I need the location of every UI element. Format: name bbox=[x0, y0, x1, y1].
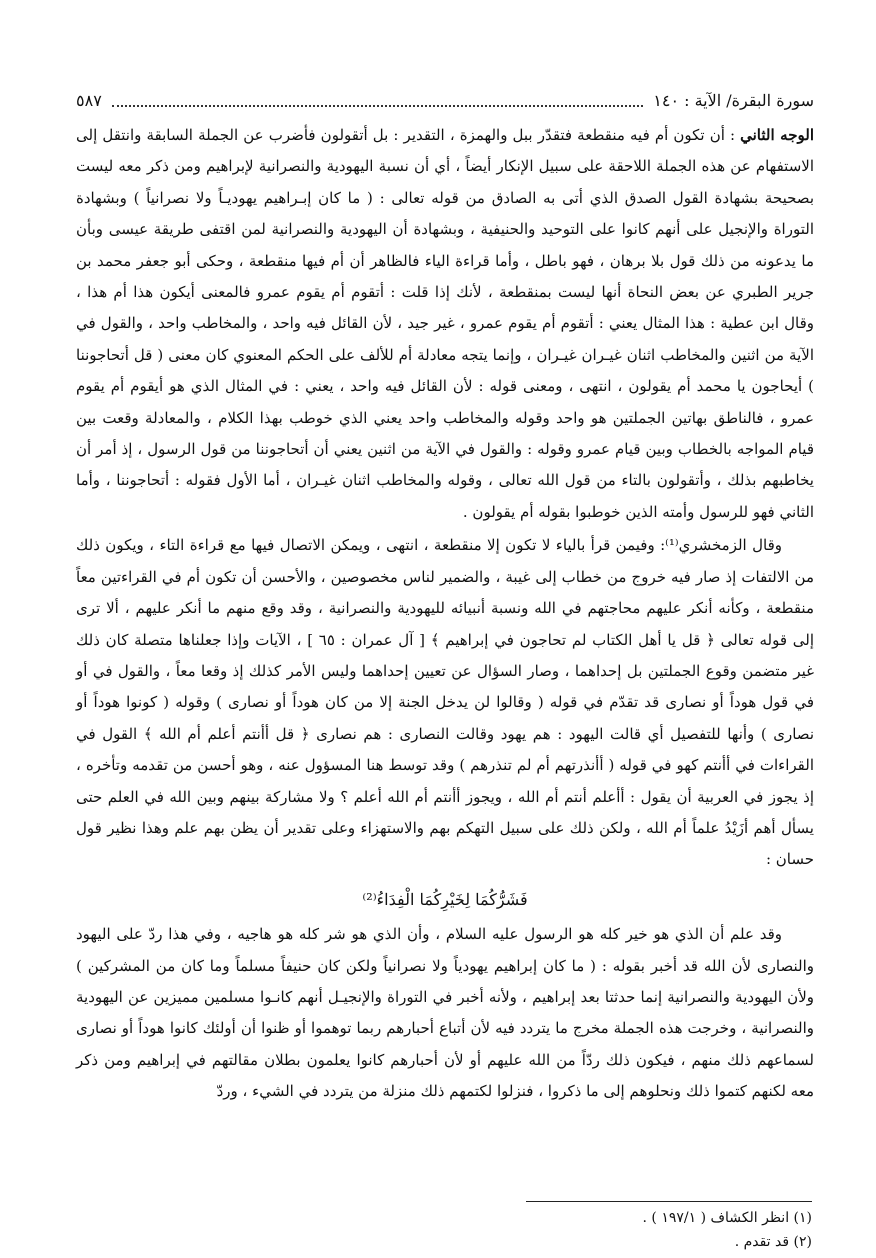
running-head bbox=[76, 86, 814, 116]
paragraph-text: : أن تكون أم فيه منقطعة فتقدّر ببل والهمزة ، التقدير : بل أتقولون فأضرب عن الجملة السابقة وانتقل إلى الاستفهام عن هذه الجملة اللاحقة على سبيل الإنكار أيضاً ، أي أن نسبة اليهودية والنصرانية لإبراهيم ومن ذكر معه ليست بصحيحة بشهادة القول الصدق الذي أتى به الصادق من قوله تعالى : ( ما كان إبـراهيم يهوديـاً ولا نصرانياً ) وبشهادة التوراة والإنجيل على أنهم كانوا على التوحيد والحنيفية ، وبشهادة أن اليهودية والنصرانية لمن اقتفى طريقة عيسى وبأن ما يدعونه من ذلك قول بلا برهان ، فهو باطل ، وأما قراءة الياء فالظاهر أن أم فيها منقطعة ، وحكى أبو جعفر محمد بن جرير الطبري عن بعض النحاة أنها ليست بمنقطعة ، لأنك إذا قلت : أتقوم أم يقوم عمرو فالمعنى أيكون هذا أم هذا ، وقال ابن عطية : هذا المثال يعني : أتقوم أم يقوم عمرو ، غير جيد ، لأن القائل فيه واحد ، والمخاطب واحد ، والقول في الآية من اثنين والمخاطب اثنان غيـران غيـران ، وإنما يتجه معادلة أم للألف على الحكم المعنوي كان معنى ( قل أتحاجوننا ) أيحاجون يا محمد أم يقولون ، انتهى ، ومعنى قوله : لأن القائل فيه واحد ، يعني : في المثال الذي هو أيقوم أم يقوم عمرو ، فالناطق بهاتين الجملتين هو واحد وقوله والمخاطب واحد يعني الذي خوطب بهذا الكلام ، والمعادلة وقعت بين قيام المواجه بالخطاب وبين قيام عمرو وقوله : والقول في الآية من اثنين يعني أن أتحاجوننا من قول الرسول ، إذ أمر أن يخاطبهم بذلك ، وأتقولون بالتاء من قول الله تعالى ، وقوله والمخاطب اثنان غيـران ، أما الأول فقوله : أتحاجوننا ، وأما الثاني فهو للرسول وأمته الذين خوطبوا بقوله أم يقولون . bbox=[76, 126, 814, 521]
section-lead: الوجه الثاني bbox=[740, 126, 814, 144]
paragraph-zamakhshari: وقال الزمخشري⁽¹⁾: وفيمن قرأ بالياء لا تكون إلا منقطعة ، انتهى ، ويمكن الاتصال فيها مع قراءة التاء ، ويكون ذلك من الالتفات إذ صار فيه خروج من خطاب إلى غيبة ، والضمير لناس مخصوصين ، والأحسن أن تكون أم في القراءتين معاً منقطعة ، وكأنه أنكر عليهم محاجتهم في الله ونسبة أنبيائه لليهودية والنصرانية ، وقد وقع منهم ما أنكر عليهم ، ألا ترى إلى قوله تعالى ﴿ قل يا أهل الكتاب لم تحاجون في إبراهيم ﴾ [ آل عمران : ٦٥ ] ، الآيات وإذا جعلناها متصلة كان ذلك غير متضمن وقوع الجملتين بل إحداهما ، وصار السؤال عن تعيين إحداهما وليس الأمر كذلك إذ وقعا معاً ، والقول في أو في قول هوداً أو نصارى قد تقدّم في قوله ( وقالوا لن يدخل الجنة إلا من كان هوداً أو نصارى ) وقوله ( كونوا هوداً أو نصارى ) وأنها للتفصيل أي قالت اليهود : هم يهود وقالت النصارى : هم نصارى ﴿ قل أأنتم أعلم أم الله ﴾ القول في القراءات في أأنتم كهو في قوله ( أأنذرتهم أم لم تنذرهم ) وقد توسط هنا المسؤول عنه ، وهو أحسن من تقدمه وتأخره ، إذ يجوز في العربية أن يقول : أأعلم أنتم أم الله ، ويجوز أأنتم أم الله أعلم ؟ ولا مشاركة بينهم وبين الله في العلم حتى يسأل أهم أزَيْدُ علماً أم الله ، ولكن ذلك على سبيل التهكم بهم والاستهزاء وعلى تقدير أن يظن بهم علم وهذا نظير قول حسان : bbox=[76, 536, 814, 869]
paragraph-second-aspect bbox=[76, 120, 814, 528]
poetry-verse: فَشَرُّكُمَا لِخَيْرِكُمَا الْفِدَاءُ⁽²⁾ bbox=[362, 889, 528, 909]
footnote-1: (١) انظر الكشاف ( ١٩٧/١ ) . bbox=[642, 1210, 812, 1226]
footnotes bbox=[362, 1206, 812, 1254]
surah-verse-title: سورة البقرة/ الآية : ١٤٠ bbox=[653, 91, 814, 110]
main-text bbox=[76, 120, 814, 1108]
footnote-divider bbox=[526, 1201, 812, 1202]
page-number: ٥٨٧ bbox=[76, 91, 102, 110]
dot-leader bbox=[112, 105, 643, 107]
paragraph-conclusion: وقد علم أن الذي هو خير كله هو الرسول عليه السلام ، وأن الذي هو شر كله هو هاجيه ، وفي هذا ردّ على اليهود والنصارى لأن الله قد أخبر بقوله : ( ما كان إبراهيم يهودياً ولا نصرانياً ولكن كان حنيفاً مسلماً وما كان من المشركين ) ولأن اليهودية والنصرانية إنما حدثتا بعد إبراهيم ، ولأنه أخبر في التوراة والإنجيـل أنهم كانـوا مسلمين مميزين عن اليهودية والنصرانية ، وخرجت هذه الجملة مخرج ما يتردد فيه لأن أتباع أحبارهم ربما توهموا أو ظنوا أن أولئك كانوا هوداً أو نصارى لسماعهم ذلك منهم ، فيكون ذلك ردّاً من الله عليهم أو لأن أحبارهم كانوا يعلمون بطلان مقالتهم في إبراهيم ومن ذكر معه لكنهم كتموا ذلك ونحلوهم إلى ما ذكروا ، فنزلوا لكتمهم ذلك منزلة من يتردد في الشيء ، وردّ bbox=[76, 925, 814, 1101]
footnote-2: (٢) قد تقدم . bbox=[734, 1234, 812, 1250]
